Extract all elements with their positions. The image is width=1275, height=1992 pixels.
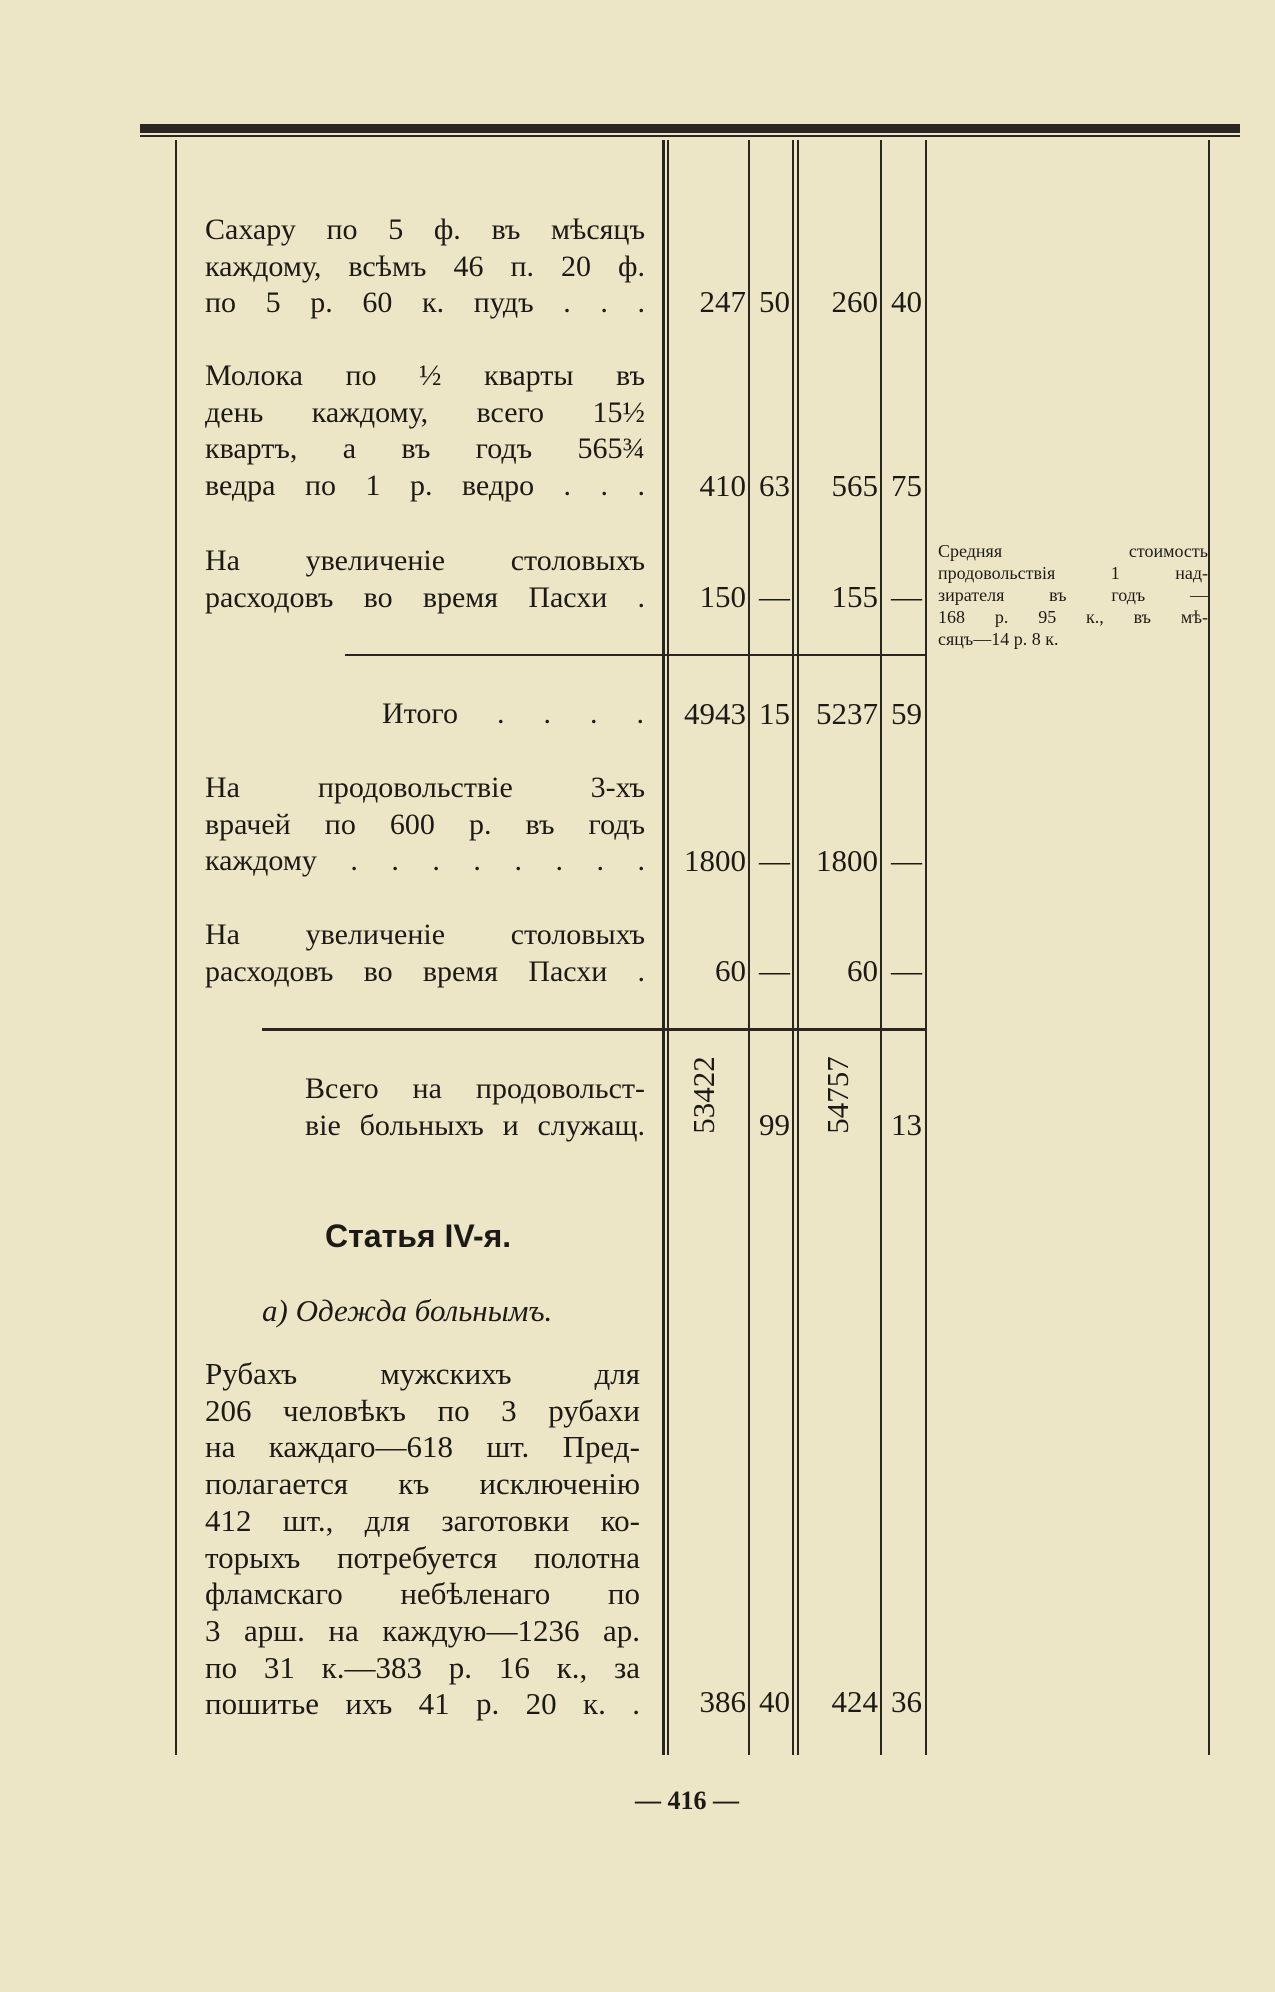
- row-line: Всего на продовольст-: [305, 1072, 645, 1105]
- amount-b-kop: 75: [891, 468, 922, 503]
- amount-a-rub: 247: [699, 284, 746, 319]
- row-line: ведра по 1 р. ведро . . .: [205, 468, 645, 502]
- row-line: На увеличеніе столовыхъ: [205, 918, 645, 951]
- amount-a-kop: —: [759, 843, 790, 878]
- amount-a-rub: 386: [699, 1684, 746, 1719]
- amount-a-kop: 99: [759, 1107, 790, 1142]
- section-heading: Статья IV-я.: [325, 1218, 512, 1254]
- total-rule: [262, 1028, 925, 1031]
- row-line: На увеличеніе столовыхъ: [205, 544, 645, 577]
- side-note-line: зирателя въ годъ —: [938, 585, 1208, 605]
- amount-b-kop: 40: [891, 284, 922, 319]
- column-rule-a-kop-double: [797, 140, 799, 1755]
- row-line: пошитье ихъ 41 р. 20 к. .: [205, 1686, 640, 1722]
- row-line: расходовъ во время Пасхи .: [205, 580, 645, 614]
- side-note: [938, 540, 1208, 650]
- row-line: по 31 к.—383 р. 16 к., за: [205, 1649, 640, 1685]
- amount-b-kop: 36: [891, 1684, 922, 1719]
- amount-a-kop: 50: [759, 284, 790, 319]
- column-rule-a-kop: [792, 140, 794, 1755]
- amount-a-rub: 53422: [686, 1056, 721, 1134]
- table-border-right: [1208, 140, 1210, 1755]
- row-line: каждому, всѣмъ 46 п. 20 ф.: [205, 249, 645, 283]
- row-line: квартъ, а въ годъ 565¾: [205, 432, 645, 465]
- amount-b-rub: 1800: [816, 843, 878, 878]
- column-rule-desc: [662, 140, 665, 1755]
- row-line: 3 арш. на каждую—1236 ар.: [205, 1612, 640, 1648]
- row-line: на каждаго—618 шт. Пред-: [205, 1429, 640, 1465]
- side-note-line: сяцъ—14 р. 8 к.: [938, 629, 1059, 649]
- row-description: [305, 1071, 645, 1144]
- shirts-description: [205, 1356, 640, 1723]
- row-line: віе больныхъ и служащ.: [305, 1108, 645, 1142]
- row-description: [205, 358, 645, 504]
- amount-a-rub: 4943: [684, 696, 746, 731]
- subtotal-rule: [345, 654, 925, 656]
- amount-b-rub: 54757: [820, 1056, 855, 1134]
- row-description: [205, 543, 645, 616]
- subtotal-label: Итого . . . .: [382, 697, 644, 730]
- row-line: Сахару по 5 ф. въ мѣсяцъ: [205, 213, 645, 246]
- section-subheading: а) Одежда больнымъ.: [262, 1293, 553, 1328]
- row-line: полагается къ исключенію: [205, 1466, 640, 1502]
- amount-a-kop: 40: [759, 1684, 790, 1719]
- row-line: каждому . . . . . . . .: [205, 844, 645, 877]
- row-line: фламскаго небѣленаго по: [205, 1576, 640, 1612]
- row-line: торыхъ потребуется полотна: [205, 1539, 640, 1575]
- row-description: [205, 770, 645, 880]
- column-rule-b-rub: [880, 140, 882, 1755]
- amount-a-rub: 1800: [684, 843, 746, 878]
- amount-a-rub: 60: [715, 953, 746, 988]
- side-note-line: Средняя стоимость: [938, 541, 1208, 561]
- row-line: врачей по 600 р. въ годъ: [205, 807, 645, 841]
- row-description: [205, 212, 645, 322]
- amount-b-rub: 155: [831, 579, 878, 614]
- amount-a-kop: —: [759, 579, 790, 614]
- amount-b-kop: 59: [891, 696, 922, 731]
- amount-b-rub: 5237: [816, 696, 878, 731]
- row-line: 206 человѣкъ по 3 рубахи: [205, 1392, 640, 1428]
- row-line: день каждому, всего 15½: [205, 395, 645, 429]
- row-line: На продовольствіе 3-хъ: [205, 771, 645, 804]
- amount-b-rub: 565: [831, 468, 878, 503]
- amount-a-kop: 15: [759, 696, 790, 731]
- amount-a-rub: 150: [699, 579, 746, 614]
- row-line: Молока по ½ кварты въ: [205, 359, 645, 392]
- amount-b-rub: 424: [831, 1684, 878, 1719]
- amount-a-kop: 63: [759, 468, 790, 503]
- amount-b-kop: 13: [891, 1107, 922, 1142]
- row-line: по 5 р. 60 к. пудъ . . .: [205, 286, 645, 319]
- amount-b-rub: 60: [847, 953, 878, 988]
- amount-b-kop: —: [891, 579, 922, 614]
- column-rule-desc-double: [667, 140, 669, 1755]
- side-note-line: продовольствія 1 над-: [938, 563, 1208, 583]
- row-description: [205, 917, 645, 990]
- column-rule-a-rub: [748, 140, 750, 1755]
- amount-a-kop: —: [759, 953, 790, 988]
- side-note-line: 168 р. 95 к., въ мѣ-: [938, 607, 1208, 627]
- row-line: расходовъ во время Пасхи .: [205, 954, 645, 988]
- row-line: Рубахъ мужскихъ для: [205, 1356, 640, 1391]
- top-rule: [140, 124, 1240, 133]
- row-line: 412 шт., для заготовки ко-: [205, 1502, 640, 1538]
- amount-b-kop: —: [891, 953, 922, 988]
- table-border-left: [175, 140, 177, 1755]
- page-number: — 416 —: [635, 1786, 739, 1815]
- column-rule-b-kop: [925, 140, 927, 1755]
- amount-b-kop: —: [891, 843, 922, 878]
- amount-a-rub: 410: [699, 468, 746, 503]
- amount-b-rub: 260: [831, 284, 878, 319]
